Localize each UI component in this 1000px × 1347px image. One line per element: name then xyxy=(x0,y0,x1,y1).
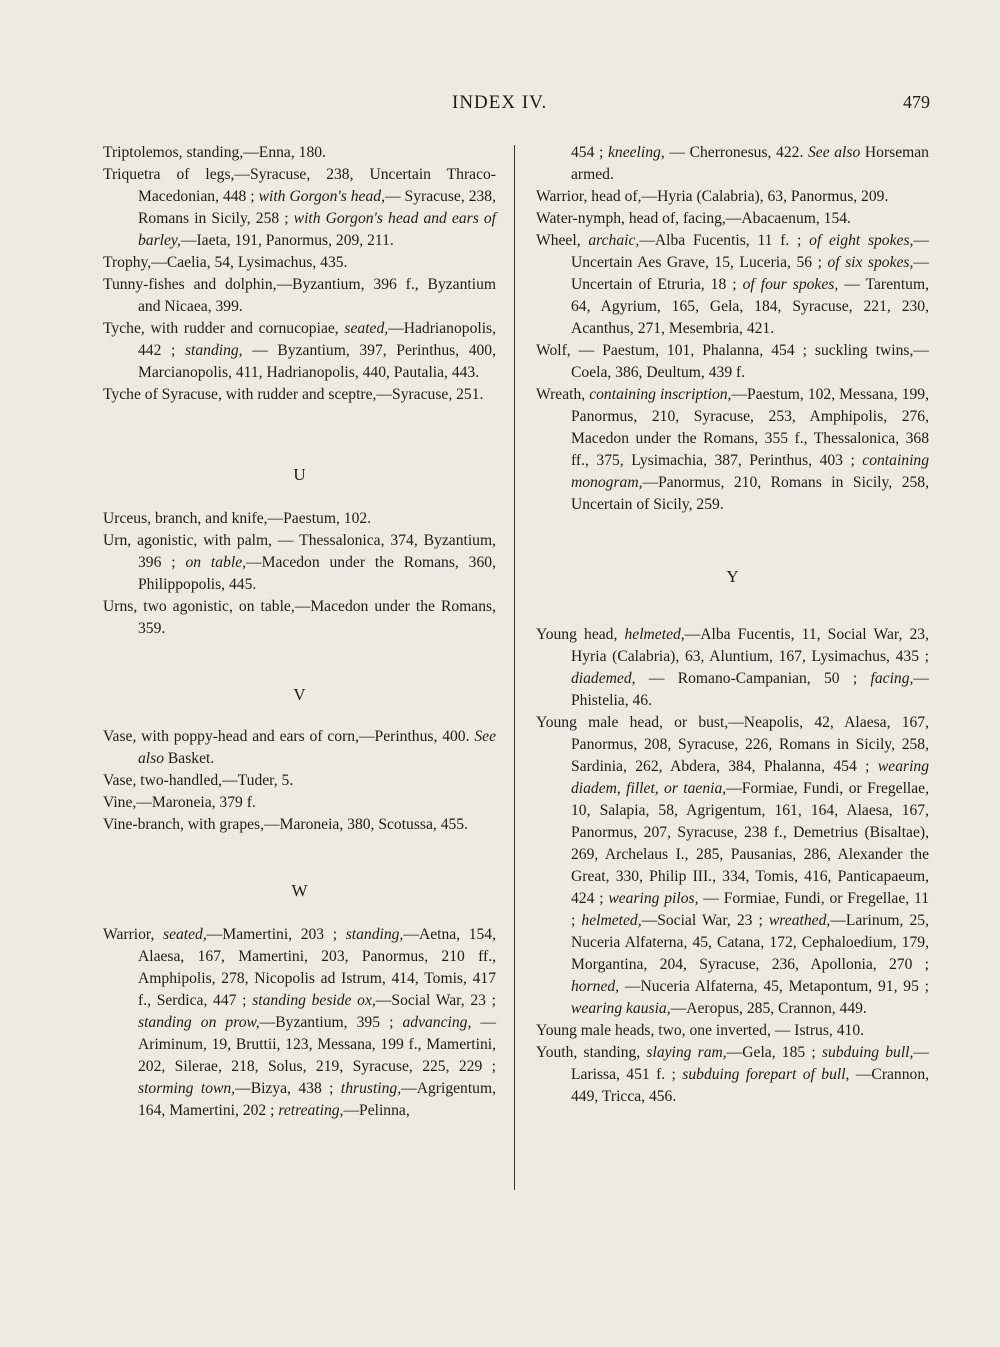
index-entry: Young male head, or bust,—Neapolis, 42, Alaesa, 167, Panormus, 208, Syracuse, 226, Romans in Sicily, 258, Sardinia, 262, Abdera, 384, Phalanna, 454 ; wearing diadem, fillet, or taenia,—Formiae, Fundi, or Fregellae, 10, Salapia, 58, Agrigentum, 161, 164, Alaesa, 167, Panormus, 207, Syracuse, 238 f., Demetrius (Bisaltae), 269, Archelaus I., 285, Pausanias, 286, Alexander the Great, 330, Philip III., 334, Tomis, 416, Panticapaeum, 424 ; wearing pilos, — Formiae, Fundi, or Fregellae, 11 ; helmeted,—Social War, 23 ; wreathed,—Larinum, 25, Nuceria Alfaterna, 45, Catana, 172, Cephaloedium, 179, Morgantina, 204, Syracuse, 236, Apollonia, 270 ; horned, —Nuceria Alfaterna, 45, Metapontum, 91, 95 ; wearing kausia,—Aeropus, 285, Crannon, 449. xyxy=(536,714,930,1017)
index-entry: Tyche of Syracuse, with rudder and sceptre,—Syracuse, 251. xyxy=(103,386,484,403)
index-entry: Water-nymph, head of, facing,—Abacaenum, 154. xyxy=(536,210,851,227)
italic-phrase: seated, xyxy=(344,320,389,337)
italic-phrase: storming town, xyxy=(138,1080,236,1097)
italic-phrase: standing on prow, xyxy=(138,1014,260,1031)
italic-phrase: with Gorgon's head and ears of barley, xyxy=(138,210,496,249)
entries-w-cont xyxy=(536,142,929,516)
index-entry: Wolf, — Paestum, 101, Phalanna, 454 ; suckling twins,—Coela, 386, Deultum, 439 f. xyxy=(536,342,929,381)
italic-phrase: wearing diadem, fillet, or taenia, xyxy=(571,758,929,797)
page-number: 479 xyxy=(903,92,930,112)
italic-phrase: See also xyxy=(807,144,861,161)
entries-u xyxy=(103,508,496,640)
index-entry: Young male heads, two, one inverted, — Istrus, 410. xyxy=(536,1022,865,1039)
index-entry: Urceus, branch, and knife,—Paestum, 102. xyxy=(103,510,372,527)
italic-phrase: slaying ram, xyxy=(646,1044,727,1061)
italic-phrase: of eight spokes, xyxy=(809,232,914,249)
entries-y xyxy=(536,624,929,1108)
italic-phrase: of six spokes, xyxy=(827,254,914,271)
index-entry: Urn, agonistic, with palm, — Thessalonica, 374, Byzantium, 396 ; on table,—Macedon under the Romans, 360, Philippopolis, 445. xyxy=(103,532,496,593)
index-entry: Young head, helmeted,—Alba Fucentis, 11, Social War, 23, Hyria (Calabria), 63, Aluntium, 167, Lysimachus, 435 ; diademed, — Romano-Campanian, 50 ; facing,—Phistelia, 46. xyxy=(536,626,929,709)
index-entry: Triquetra of legs,—Syracuse, 238, Uncertain Thraco-Macedonian, 448 ; with Gorgon's head,— Syracuse, 238, Romans in Sicily, 258 ; with Gorgon's head and ears of barley,—Iaeta, 191, Panormus, 209, 211. xyxy=(103,166,496,249)
italic-phrase: wearing pilos, xyxy=(608,890,699,907)
index-entry: Triptolemos, standing,—Enna, 180. xyxy=(103,144,326,161)
index-entry: Youth, standing, slaying ram,—Gela, 185 ; subduing bull,—Larissa, 451 f. ; subduing forepart of bull, —Crannon, 449, Tricca, 456. xyxy=(536,1044,930,1105)
index-entry: Tunny-fishes and dolphin,—Byzantium, 396 f., Byzantium and Nicaea, 399. xyxy=(103,276,496,315)
left-column xyxy=(103,142,496,1122)
section-letter-w: W xyxy=(291,881,308,900)
index-entry: Warrior, seated,—Mamertini, 203 ; standing,—Aetna, 154, Alaesa, 167, Mamertini, 203, Panormus, 210 ff., Amphipolis, 278, Nicopolis ad Istrum, 414, Tomis, 417 f., Serdica, 447 ; standing beside ox,—Social War, 23 ; standing on prow,—Byzantium, 395 ; advancing, — Ariminum, 19, Bruttii, 123, Messana, 199 f., Mamertini, 202, Silerae, 218, Solus, 219, Syracuse, 225, 229 ; storming town,—Bizya, 438 ; thrusting,—Agrigentum, 164, Mamertini, 202 ; retreating,—Pelinna, xyxy=(103,926,496,1119)
italic-phrase: horned, xyxy=(571,978,620,995)
italic-phrase: containing inscription, xyxy=(589,386,732,403)
italic-phrase: standing, xyxy=(345,926,404,943)
italic-phrase: subduing bull, xyxy=(821,1044,914,1061)
italic-phrase: standing, xyxy=(184,342,243,359)
italic-phrase: See also xyxy=(138,728,496,767)
index-entry: Vine-branch, with grapes,—Maroneia, 380, Scotussa, 455. xyxy=(103,816,468,833)
italic-phrase: seated, xyxy=(163,926,207,943)
italic-phrase: kneeling, xyxy=(608,144,665,161)
section-letter-y: Y xyxy=(726,567,739,586)
column-divider xyxy=(514,145,515,1190)
section-letter-v: V xyxy=(293,685,306,704)
italic-phrase: helmeted, xyxy=(581,912,642,929)
italic-phrase: wearing kausia, xyxy=(571,1000,671,1017)
index-entry: Vase, two-handled,—Tuder, 5. xyxy=(103,772,294,789)
index-entry: Urns, two agonistic, on table,—Macedon under the Romans, 359. xyxy=(103,598,496,637)
italic-phrase: retreating, xyxy=(278,1102,344,1119)
index-entry: Warrior, head of,—Hyria (Calabria), 63, Panormus, 209. xyxy=(536,188,889,205)
index-entry: Wheel, archaic,—Alba Fucentis, 11 f. ; of eight spokes,—Uncertain Aes Grave, 15, Luceria, 56 ; of six spokes,—Uncertain of Etruria, 18 ; of four spokes, — Tarentum, 64, Agyrium, 165, Gela, 184, Syracuse, 221, 230, Acanthus, 271, Mesembria, 421. xyxy=(536,232,930,337)
italic-phrase: on table, xyxy=(185,554,247,571)
index-entry: Vase, with poppy-head and ears of corn,—Perinthus, 400. See also Basket. xyxy=(103,728,496,767)
italic-phrase: with Gorgon's head, xyxy=(258,188,385,205)
italic-phrase: facing, xyxy=(870,670,914,687)
italic-phrase: thrusting, xyxy=(340,1080,402,1097)
italic-phrase: diademed, xyxy=(571,670,636,687)
entries-v xyxy=(103,726,496,836)
italic-phrase: helmeted, xyxy=(624,626,685,643)
entries-w xyxy=(103,924,496,1122)
right-column xyxy=(536,142,929,1108)
index-entry: Wreath, containing inscription,—Paestum, 102, Messana, 199, Panormus, 210, Syracuse, 253, Amphipolis, 276, Macedon under the Romans, 355 f., Thessalonica, 368 ff., 375, Lysimachia, 387, Perinthus, 403 ; containing monogram,—Panormus, 210, Romans in Sicily, 258, Uncertain of Sicily, 259. xyxy=(536,386,929,513)
italic-phrase: wreathed, xyxy=(768,912,831,929)
index-entry: Vine,—Maroneia, 379 f. xyxy=(103,794,256,811)
italic-phrase: archaic, xyxy=(588,232,640,249)
section-letter-u: U xyxy=(293,465,306,484)
italic-phrase: standing beside ox, xyxy=(252,992,376,1009)
index-entry: Tyche, with rudder and cornucopiae, seated,—Hadrianopolis, 442 ; standing, — Byzantium, 397, Perinthus, 400, Marcianopolis, 411, Hadrianopolis, 440, Pautalia, 443. xyxy=(103,320,496,381)
italic-phrase: advancing, xyxy=(402,1014,472,1031)
index-entry: Trophy,—Caelia, 54, Lysimachus, 435. xyxy=(103,254,348,271)
italic-phrase: containing monogram, xyxy=(571,452,929,491)
page-header xyxy=(0,92,1000,122)
italic-phrase: subduing forepart of bull, xyxy=(682,1066,850,1083)
running-title: INDEX IV. xyxy=(452,92,548,113)
entries-t xyxy=(103,142,496,406)
index-entry: 454 ; kneeling, — Cherronesus, 422. See also Horseman armed. xyxy=(571,144,929,183)
italic-phrase: of four spokes, xyxy=(742,276,839,293)
